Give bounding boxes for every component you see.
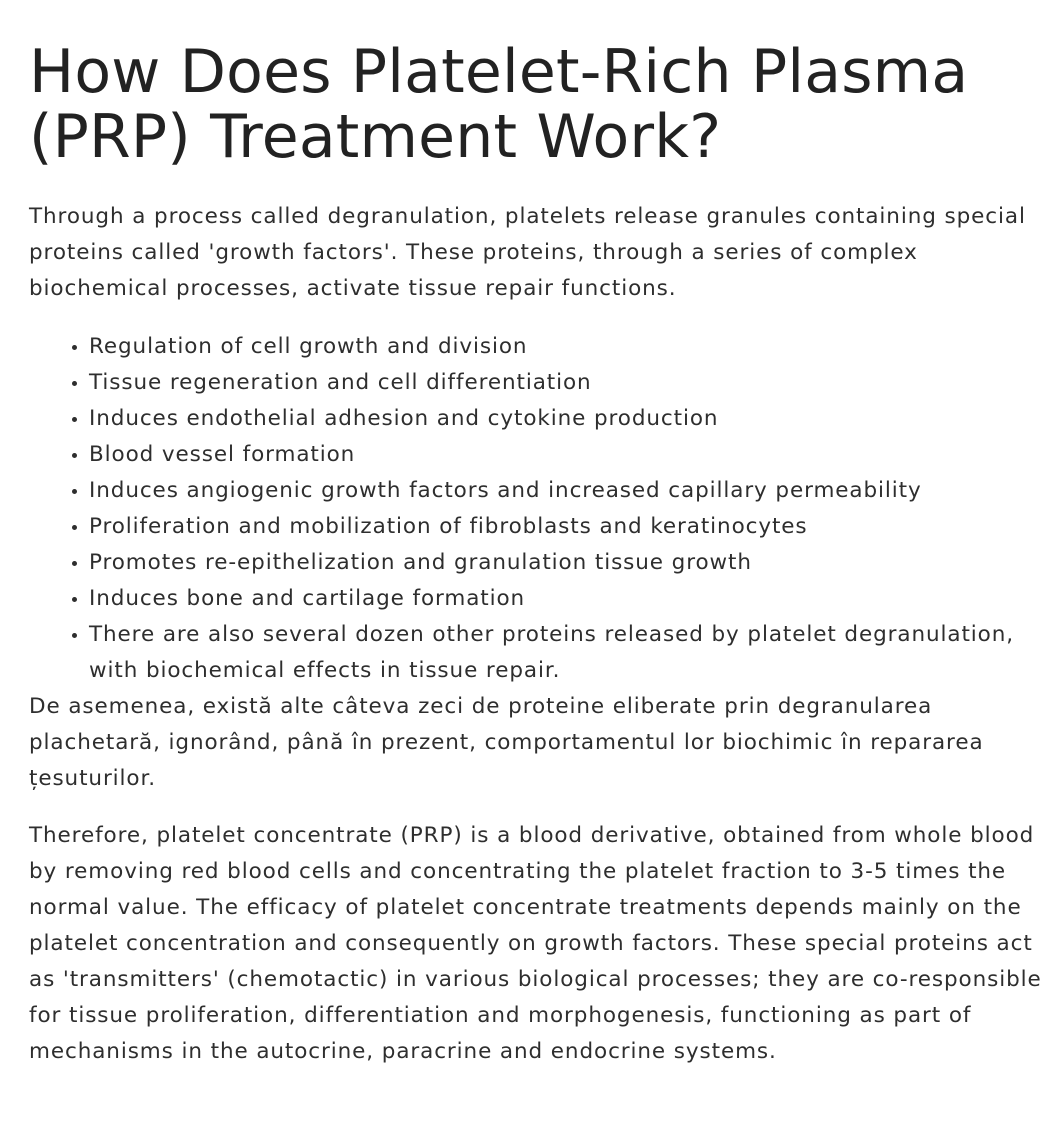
- romanian-paragraph: De asemenea, există alte câteva zeci de proteine eliberate prin degranularea plachetară, ignorând, până în prezent, comportamentul lor biochimic în repararea țesuturilor.: [29, 694, 984, 791]
- list-item: • Induces angiogenic growth factors and increased capillary permeability: [89, 473, 1059, 509]
- growth-factor-effects-list: [29, 329, 1059, 689]
- list-item: • Proliferation and mobilization of fibroblasts and keratinocytes: [89, 509, 1059, 545]
- conclusion-paragraph: Therefore, platelet concentrate (PRP) is a blood derivative, obtained from whole blood by removing red blood cells and concentrating the platelet fraction to 3-5 times the normal value. The efficacy of platelet concentrate treatments depends mainly on the platelet concentration and consequently on growth factors. These special proteins act as 'transmitters' (chemotactic) in various biological processes; they are co-responsible for tissue proliferation, differentiation and morphogenesis, functioning as part of mechanisms in the autocrine, paracrine and endocrine systems.: [29, 823, 1042, 1064]
- list-item: • Promotes re-epithelization and granulation tissue growth: [89, 545, 1059, 581]
- list-item: • Induces endothelial adhesion and cytokine production: [89, 401, 1059, 437]
- list-item: • There are also several dozen other proteins released by platelet degranulation, with biochemical effects in tissue repair.: [89, 617, 1059, 689]
- list-item: • Blood vessel formation: [89, 437, 1059, 473]
- page-title: How Does Platelet-Rich Plasma (PRP) Treatment Work?: [29, 37, 969, 172]
- list-item: • Induces bone and cartilage formation: [89, 581, 1059, 617]
- list-item: • Regulation of cell growth and division: [89, 329, 1059, 365]
- list-item: • Tissue regeneration and cell differentiation: [89, 365, 1059, 401]
- intro-paragraph: Through a process called degranulation, platelets release granules containing special proteins called 'growth factors'. These proteins, through a series of complex biochemical processes, activate tissue repair functions.: [29, 204, 1026, 301]
